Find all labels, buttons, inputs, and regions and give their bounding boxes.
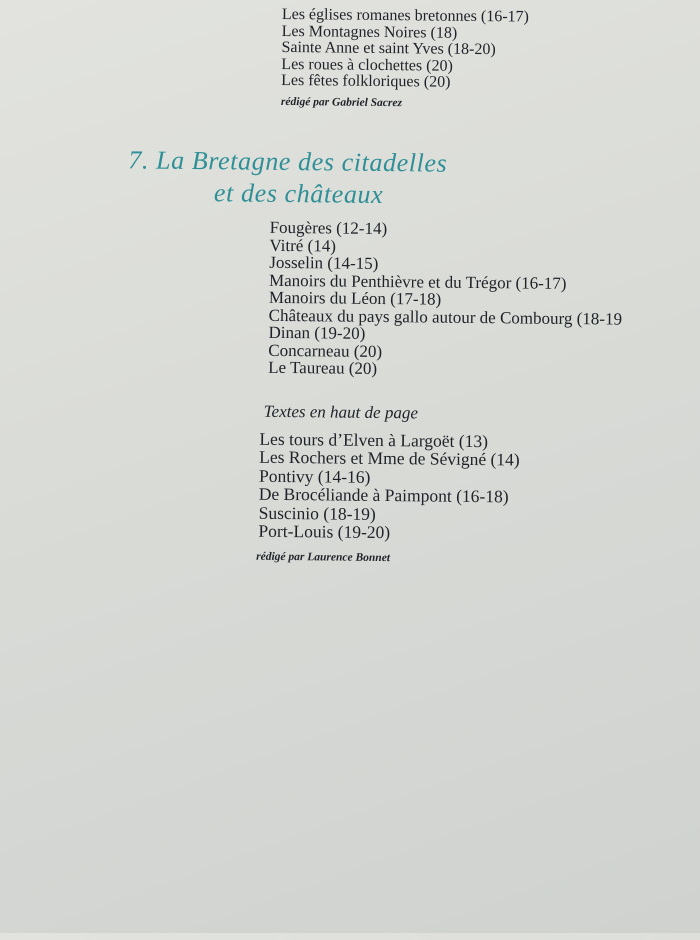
list-item: Manoirs du Léon (17-18) bbox=[268, 287, 442, 309]
list-item: Les Montagnes Noires (18) bbox=[281, 22, 458, 42]
author-credit: rédigé par Gabriel Sacrez bbox=[280, 95, 403, 110]
list-item: Les Rochers et Mme de Sévigné (14) bbox=[259, 447, 520, 470]
list-item: Les tours d’Elven à Largoët (13) bbox=[259, 428, 489, 452]
list-item: Vitré (14) bbox=[269, 235, 337, 256]
list-item: Manoirs du Penthièvre et du Trégor (16-17) bbox=[268, 270, 567, 293]
list-item: Dinan (19-20) bbox=[268, 322, 366, 343]
list-item: Pontivy (14-16) bbox=[258, 465, 371, 487]
list-item: Les fêtes folkloriques (20) bbox=[281, 72, 451, 92]
list-item: Josselin (14-15) bbox=[269, 252, 379, 273]
list-item: Les roues à clochettes (20) bbox=[281, 55, 453, 75]
list-item: Châteaux du pays gallo autour de Combourg (18-19 bbox=[268, 305, 623, 329]
list-item: Concarneau (20) bbox=[268, 340, 383, 361]
list-item: Port-Louis (19-20) bbox=[258, 520, 391, 543]
list-item: Le Taureau (20) bbox=[268, 357, 378, 378]
top-page-text-list bbox=[258, 430, 520, 543]
list-item: Suscinio (18-19) bbox=[258, 502, 376, 524]
list-item: De Brocéliande à Paimpont (16-18) bbox=[258, 483, 509, 507]
top-entry-list bbox=[281, 7, 529, 93]
castle-entry-list bbox=[268, 219, 623, 380]
section-heading-line2: et des châteaux bbox=[213, 178, 384, 210]
author-credit: rédigé par Laurence Bonnet bbox=[256, 550, 391, 565]
subheading: Textes en haut de page bbox=[263, 401, 419, 423]
list-item: Sainte Anne et saint Yves (18-20) bbox=[281, 39, 496, 59]
section-heading-line1: 7. La Bretagne des citadelles bbox=[128, 145, 448, 178]
list-item: Les églises romanes bretonnes (16-17) bbox=[281, 5, 529, 26]
list-item: Fougères (12-14) bbox=[269, 217, 388, 239]
section-heading bbox=[128, 144, 448, 211]
